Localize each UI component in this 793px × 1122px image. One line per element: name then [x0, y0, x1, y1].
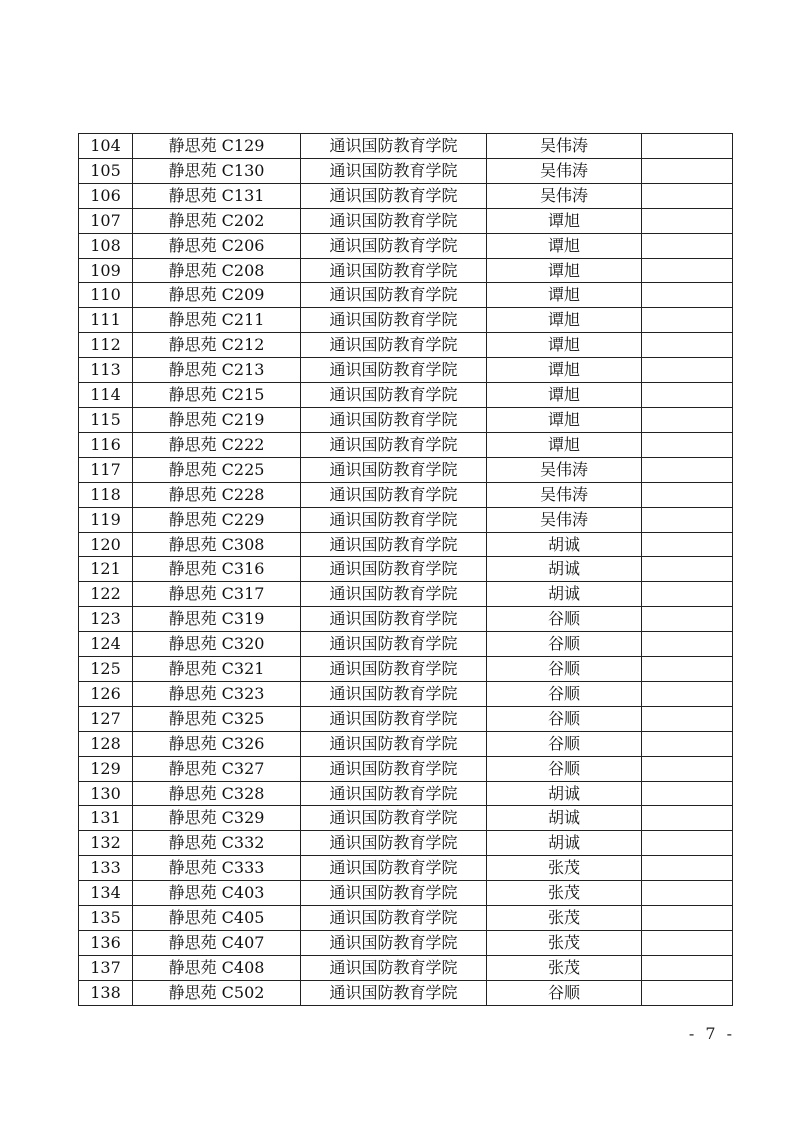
note-cell: [642, 258, 733, 283]
college-cell: 通识国防教育学院: [301, 806, 487, 831]
table-row: [79, 557, 733, 582]
person-in-charge-cell: 吴伟涛: [487, 507, 642, 532]
note-cell: [642, 457, 733, 482]
room-cell: 静思苑 C130: [133, 158, 301, 183]
person-in-charge-cell: 谭旭: [487, 407, 642, 432]
table-row: [79, 931, 733, 956]
table-row: [79, 333, 733, 358]
table-row: [79, 881, 733, 906]
college-cell: 通识国防教育学院: [301, 756, 487, 781]
room-cell: 静思苑 C328: [133, 781, 301, 806]
row-number-cell: 121: [79, 557, 133, 582]
note-cell: [642, 507, 733, 532]
row-number-cell: 116: [79, 432, 133, 457]
note-cell: [642, 333, 733, 358]
row-number-cell: 108: [79, 233, 133, 258]
college-cell: 通识国防教育学院: [301, 283, 487, 308]
row-number-cell: 137: [79, 955, 133, 980]
note-cell: [642, 358, 733, 383]
room-cell: 静思苑 C329: [133, 806, 301, 831]
row-number-cell: 109: [79, 258, 133, 283]
room-cell: 静思苑 C326: [133, 731, 301, 756]
person-in-charge-cell: 吴伟涛: [487, 183, 642, 208]
table-row: [79, 507, 733, 532]
note-cell: [642, 657, 733, 682]
college-cell: 通识国防教育学院: [301, 657, 487, 682]
person-in-charge-cell: 谷顺: [487, 681, 642, 706]
room-cell: 静思苑 C222: [133, 432, 301, 457]
college-cell: 通识国防教育学院: [301, 856, 487, 881]
row-number-cell: 133: [79, 856, 133, 881]
table-row: [79, 756, 733, 781]
college-cell: 通识国防教育学院: [301, 980, 487, 1005]
person-in-charge-cell: 谷顺: [487, 980, 642, 1005]
table-row: [79, 432, 733, 457]
row-number-cell: 105: [79, 158, 133, 183]
person-in-charge-cell: 谭旭: [487, 358, 642, 383]
row-number-cell: 114: [79, 383, 133, 408]
note-cell: [642, 283, 733, 308]
note-cell: [642, 582, 733, 607]
table-row: [79, 806, 733, 831]
table-row: [79, 183, 733, 208]
college-cell: 通识国防教育学院: [301, 482, 487, 507]
table-row: [79, 283, 733, 308]
room-cell: 静思苑 C206: [133, 233, 301, 258]
college-cell: 通识国防教育学院: [301, 557, 487, 582]
row-number-cell: 129: [79, 756, 133, 781]
room-cell: 静思苑 C228: [133, 482, 301, 507]
note-cell: [642, 208, 733, 233]
room-cell: 静思苑 C225: [133, 457, 301, 482]
college-cell: 通识国防教育学院: [301, 183, 487, 208]
row-number-cell: 136: [79, 931, 133, 956]
note-cell: [642, 308, 733, 333]
room-cell: 静思苑 C212: [133, 333, 301, 358]
person-in-charge-cell: 胡诚: [487, 781, 642, 806]
row-number-cell: 107: [79, 208, 133, 233]
room-cell: 静思苑 C327: [133, 756, 301, 781]
room-cell: 静思苑 C321: [133, 657, 301, 682]
table-row: [79, 383, 733, 408]
table-row: [79, 233, 733, 258]
person-in-charge-cell: 吴伟涛: [487, 457, 642, 482]
person-in-charge-cell: 吴伟涛: [487, 134, 642, 159]
row-number-cell: 104: [79, 134, 133, 159]
row-number-cell: 117: [79, 457, 133, 482]
room-cell: 静思苑 C403: [133, 881, 301, 906]
room-cell: 静思苑 C129: [133, 134, 301, 159]
row-number-cell: 131: [79, 806, 133, 831]
room-cell: 静思苑 C325: [133, 706, 301, 731]
room-assignment-table-container: [78, 133, 733, 1006]
row-number-cell: 130: [79, 781, 133, 806]
college-cell: 通识国防教育学院: [301, 308, 487, 333]
room-cell: 静思苑 C211: [133, 308, 301, 333]
table-row: [79, 980, 733, 1005]
person-in-charge-cell: 谷顺: [487, 632, 642, 657]
row-number-cell: 135: [79, 906, 133, 931]
table-row: [79, 681, 733, 706]
note-cell: [642, 183, 733, 208]
room-cell: 静思苑 C213: [133, 358, 301, 383]
table-row: [79, 158, 733, 183]
table-row: [79, 706, 733, 731]
person-in-charge-cell: 谷顺: [487, 607, 642, 632]
college-cell: 通识国防教育学院: [301, 931, 487, 956]
college-cell: 通识国防教育学院: [301, 955, 487, 980]
table-row: [79, 134, 733, 159]
note-cell: [642, 881, 733, 906]
room-cell: 静思苑 C320: [133, 632, 301, 657]
room-cell: 静思苑 C209: [133, 283, 301, 308]
room-cell: 静思苑 C502: [133, 980, 301, 1005]
person-in-charge-cell: 谭旭: [487, 233, 642, 258]
room-cell: 静思苑 C332: [133, 831, 301, 856]
college-cell: 通识国防教育学院: [301, 158, 487, 183]
note-cell: [642, 706, 733, 731]
person-in-charge-cell: 谷顺: [487, 657, 642, 682]
row-number-cell: 126: [79, 681, 133, 706]
person-in-charge-cell: 吴伟涛: [487, 158, 642, 183]
college-cell: 通识国防教育学院: [301, 632, 487, 657]
room-cell: 静思苑 C323: [133, 681, 301, 706]
person-in-charge-cell: 胡诚: [487, 831, 642, 856]
room-cell: 静思苑 C316: [133, 557, 301, 582]
row-number-cell: 111: [79, 308, 133, 333]
person-in-charge-cell: 张茂: [487, 906, 642, 931]
room-cell: 静思苑 C407: [133, 931, 301, 956]
college-cell: 通识国防教育学院: [301, 432, 487, 457]
note-cell: [642, 407, 733, 432]
note-cell: [642, 931, 733, 956]
room-cell: 静思苑 C131: [133, 183, 301, 208]
note-cell: [642, 607, 733, 632]
row-number-cell: 113: [79, 358, 133, 383]
note-cell: [642, 980, 733, 1005]
person-in-charge-cell: 谭旭: [487, 208, 642, 233]
table-row: [79, 856, 733, 881]
college-cell: 通识国防教育学院: [301, 333, 487, 358]
table-row: [79, 358, 733, 383]
note-cell: [642, 806, 733, 831]
row-number-cell: 119: [79, 507, 133, 532]
note-cell: [642, 681, 733, 706]
table-row: [79, 482, 733, 507]
person-in-charge-cell: 胡诚: [487, 806, 642, 831]
row-number-cell: 127: [79, 706, 133, 731]
college-cell: 通识国防教育学院: [301, 233, 487, 258]
table-row: [79, 906, 733, 931]
college-cell: 通识国防教育学院: [301, 781, 487, 806]
person-in-charge-cell: 谭旭: [487, 333, 642, 358]
person-in-charge-cell: 谭旭: [487, 258, 642, 283]
person-in-charge-cell: 谭旭: [487, 283, 642, 308]
person-in-charge-cell: 胡诚: [487, 582, 642, 607]
table-row: [79, 308, 733, 333]
college-cell: 通识国防教育学院: [301, 383, 487, 408]
room-cell: 静思苑 C208: [133, 258, 301, 283]
row-number-cell: 106: [79, 183, 133, 208]
college-cell: 通识国防教育学院: [301, 457, 487, 482]
person-in-charge-cell: 谭旭: [487, 308, 642, 333]
person-in-charge-cell: 谭旭: [487, 383, 642, 408]
note-cell: [642, 955, 733, 980]
college-cell: 通识国防教育学院: [301, 134, 487, 159]
college-cell: 通识国防教育学院: [301, 358, 487, 383]
table-row: [79, 258, 733, 283]
note-cell: [642, 856, 733, 881]
row-number-cell: 118: [79, 482, 133, 507]
page-number: - 7 -: [688, 1024, 735, 1043]
row-number-cell: 112: [79, 333, 133, 358]
table-row: [79, 407, 733, 432]
note-cell: [642, 557, 733, 582]
room-cell: 静思苑 C317: [133, 582, 301, 607]
room-cell: 静思苑 C215: [133, 383, 301, 408]
college-cell: 通识国防教育学院: [301, 706, 487, 731]
person-in-charge-cell: 谷顺: [487, 731, 642, 756]
person-in-charge-cell: 张茂: [487, 955, 642, 980]
note-cell: [642, 756, 733, 781]
college-cell: 通识国防教育学院: [301, 831, 487, 856]
note-cell: [642, 632, 733, 657]
table-row: [79, 532, 733, 557]
note-cell: [642, 731, 733, 756]
note-cell: [642, 781, 733, 806]
room-assignment-table: [78, 133, 733, 1006]
row-number-cell: 120: [79, 532, 133, 557]
table-row: [79, 208, 733, 233]
row-number-cell: 115: [79, 407, 133, 432]
note-cell: [642, 134, 733, 159]
person-in-charge-cell: 张茂: [487, 856, 642, 881]
table-row: [79, 582, 733, 607]
row-number-cell: 128: [79, 731, 133, 756]
room-cell: 静思苑 C408: [133, 955, 301, 980]
college-cell: 通识国防教育学院: [301, 407, 487, 432]
note-cell: [642, 532, 733, 557]
table-row: [79, 731, 733, 756]
college-cell: 通识国防教育学院: [301, 532, 487, 557]
note-cell: [642, 831, 733, 856]
note-cell: [642, 482, 733, 507]
room-cell: 静思苑 C308: [133, 532, 301, 557]
person-in-charge-cell: 胡诚: [487, 532, 642, 557]
row-number-cell: 122: [79, 582, 133, 607]
college-cell: 通识国防教育学院: [301, 258, 487, 283]
person-in-charge-cell: 张茂: [487, 931, 642, 956]
table-row: [79, 607, 733, 632]
college-cell: 通识国防教育学院: [301, 681, 487, 706]
college-cell: 通识国防教育学院: [301, 607, 487, 632]
room-cell: 静思苑 C202: [133, 208, 301, 233]
note-cell: [642, 906, 733, 931]
note-cell: [642, 383, 733, 408]
table-row: [79, 781, 733, 806]
note-cell: [642, 432, 733, 457]
table-row: [79, 632, 733, 657]
room-cell: 静思苑 C319: [133, 607, 301, 632]
row-number-cell: 134: [79, 881, 133, 906]
person-in-charge-cell: 谭旭: [487, 432, 642, 457]
person-in-charge-cell: 吴伟涛: [487, 482, 642, 507]
row-number-cell: 125: [79, 657, 133, 682]
table-row: [79, 955, 733, 980]
note-cell: [642, 233, 733, 258]
row-number-cell: 110: [79, 283, 133, 308]
person-in-charge-cell: 胡诚: [487, 557, 642, 582]
table-body: [79, 134, 733, 1006]
college-cell: 通识国防教育学院: [301, 507, 487, 532]
person-in-charge-cell: 谷顺: [487, 706, 642, 731]
room-cell: 静思苑 C405: [133, 906, 301, 931]
college-cell: 通识国防教育学院: [301, 731, 487, 756]
college-cell: 通识国防教育学院: [301, 208, 487, 233]
table-row: [79, 831, 733, 856]
note-cell: [642, 158, 733, 183]
room-cell: 静思苑 C229: [133, 507, 301, 532]
row-number-cell: 124: [79, 632, 133, 657]
row-number-cell: 123: [79, 607, 133, 632]
row-number-cell: 132: [79, 831, 133, 856]
table-row: [79, 657, 733, 682]
room-cell: 静思苑 C219: [133, 407, 301, 432]
room-cell: 静思苑 C333: [133, 856, 301, 881]
person-in-charge-cell: 谷顺: [487, 756, 642, 781]
person-in-charge-cell: 张茂: [487, 881, 642, 906]
table-row: [79, 457, 733, 482]
college-cell: 通识国防教育学院: [301, 881, 487, 906]
college-cell: 通识国防教育学院: [301, 906, 487, 931]
row-number-cell: 138: [79, 980, 133, 1005]
college-cell: 通识国防教育学院: [301, 582, 487, 607]
